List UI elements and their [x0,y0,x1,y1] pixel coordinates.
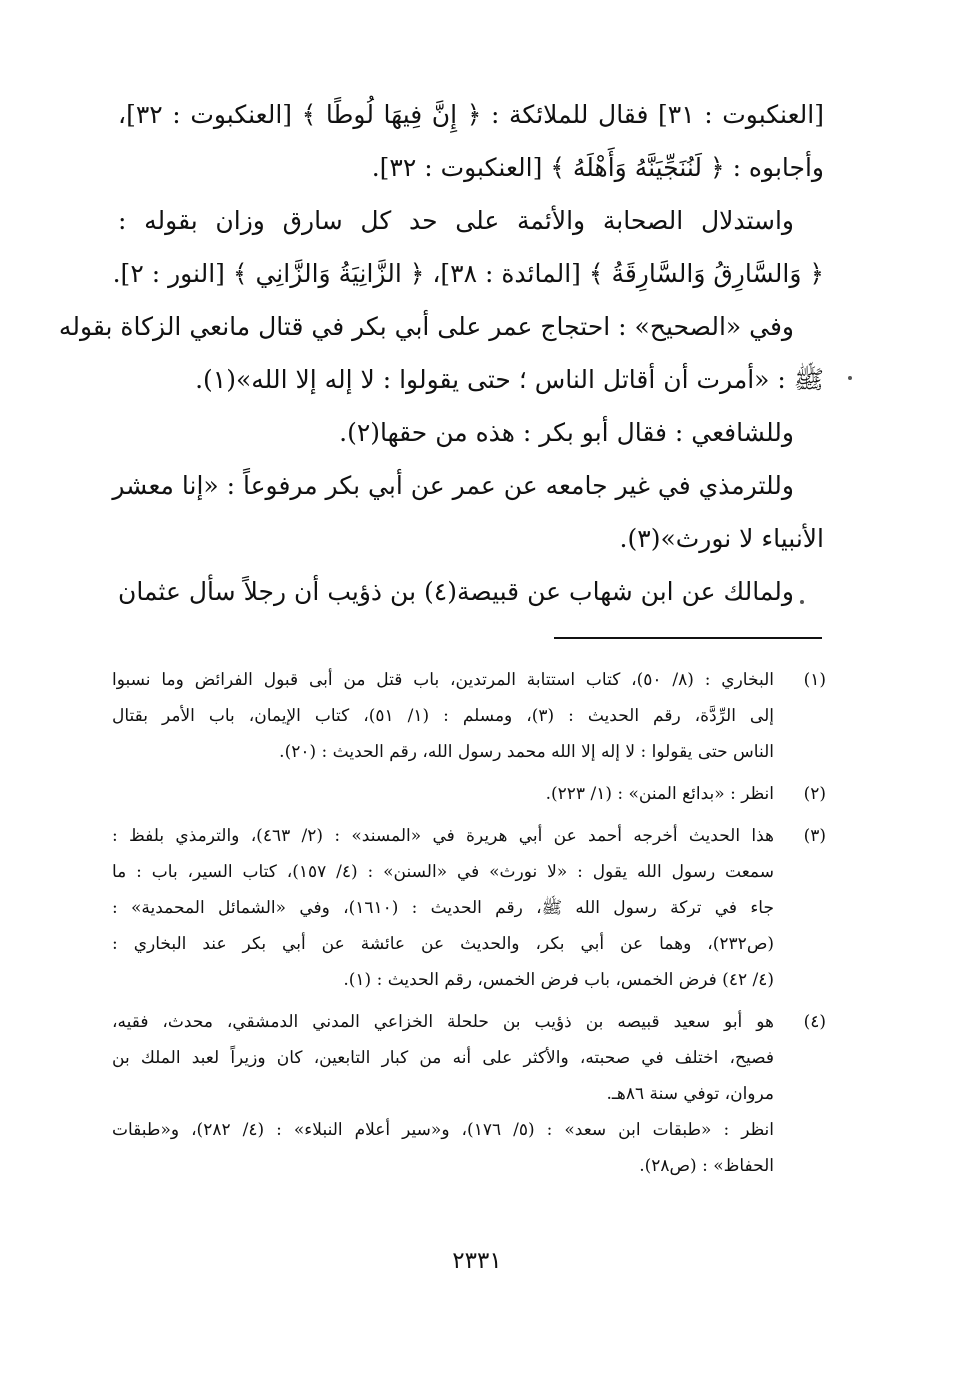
main-text-block [58,88,824,618]
footnote-line: البخاري : (٨/ ٥٠)، كتاب استتابة المرتدين، باب قتل من أبى قبول الفرائض وما نسبوا [112,670,774,690]
main-text-line: واستدلال الصحابة والأئمة على حد كل سارق وزان بقوله : [118,206,794,235]
footnote-1 [112,662,826,770]
footnote-number: (٤) [803,1012,826,1032]
footnote-line: الحفاظ» : (ص٢٨). [639,1156,774,1176]
margin-mark [848,376,852,380]
footnote-line: الناس حتى يقولوا : لا إله إلا الله محمد رسول الله، رقم الحديث : (٢٠). [279,742,774,762]
main-text-line: وللترمذي في غير جامعه عن عمر عن أبي بكر مرفوعاً : «إنا معشر [112,471,794,500]
main-text-line: وللشافعي : فقال أبو بكر : هذه من حقها(٢). [339,418,794,447]
margin-mark [800,600,804,604]
main-text-line: ﷺ : «أمرت أن أقاتل الناس ؛ حتى يقولوا : لا إله إلا الله»(١). [195,365,824,394]
footnote-line: إلى الرِّدَّة، رقم الحديث : (٣)، ومسلم : (١/ ٥١)، كتاب الإيمان، باب الأمر بقتال [112,706,774,726]
footnote-line: مروان، توفي سنة ٨٦هـ. [606,1084,774,1104]
footnote-body [112,818,774,998]
main-text-line: ولمالك عن ابن شهاب عن قبيصة(٤) بن ذؤيب أن رجلاً سأل عثمان [118,577,794,606]
footnote-line: سمعت رسول الله يقول : «لا نورث» في «السنن» : (٤/ ١٥٧)، كتاب السير، باب : ما [112,862,774,882]
main-text-line: وأجابوه : ﴿ لَنُنَجِّيَنَّهُ وَأَهْلَهُ ﴾ [العنكبوت : ٣٢]. [371,153,824,182]
footnote-3 [112,818,826,998]
footnote-line: (ص٢٣٢)، وهما عن أبي بكر، والحديث عن عائشة عن أبي بكر عند البخاري : [112,934,774,954]
footnote-line: فصيح، اختلف في صحبته، والأكثر على أنه من كبار التابعين، كان وزيراً لعبد الملك بن [112,1048,774,1068]
footnote-number: (٢) [803,784,826,804]
footnote-2 [112,776,826,812]
footnote-number: (١) [803,670,826,690]
footnote-line: (٤/ ٤٢) فرض الخمس، باب فرض الخمس، رقم الحديث : (١). [343,970,774,990]
footnote-line: انظر : «طبقات ابن سعد» : (٥/ ١٧٦)، و«سير أعلام النبلاء» : (٤/ ٢٨٢)، و«طبقات [112,1120,774,1140]
footnote-body [112,776,774,812]
page-number: ٢٣٣١ [452,1248,502,1274]
main-text-line: [العنكبوت : ٣١] فقال للملائكة : ﴿ إِنَّ فِيهَا لُوطًا ﴾ [العنكبوت : ٣٢]، [118,100,824,129]
footnote-body [112,1004,774,1184]
footnotes-section [112,662,826,1190]
footnote-4 [112,1004,826,1184]
main-text-line: ﴿ وَالسَّارِقُ وَالسَّارِقَةُ ﴾ [المائدة : ٣٨]، ﴿ الزَّانِيَةُ وَالزَّانِي ﴾ [النور : ٢]. [112,259,824,288]
footnote-line: هذا الحديث أخرجه أحمد عن أبي هريرة في «المسند» : (٢/ ٤٦٣)، والترمذي بلفظ : [112,826,774,846]
footnote-line: هو أبو سعيد قبيصه بن ذؤيب بن حلحلة الخزاعي المدني الدمشقي، محدث، فقيه، [112,1012,774,1032]
footnote-line: انظر : «بدائع المنن» : (١/ ٢٢٣). [545,784,774,804]
footnote-body [112,662,774,770]
main-text-line: وفي «الصحيح» : احتجاج عمر على أبي بكر في قتال مانعي الزكاة بقوله [58,312,794,341]
main-text-line: الأنبياء لا نورث»(٣). [619,524,824,553]
footnote-line: جاء في تركة رسول الله ﷺ، رقم الحديث : (١٦١٠)، وفي «الشمائل المحمدية» : [112,898,774,918]
footnote-divider [554,637,822,639]
footnote-number: (٣) [803,826,826,846]
